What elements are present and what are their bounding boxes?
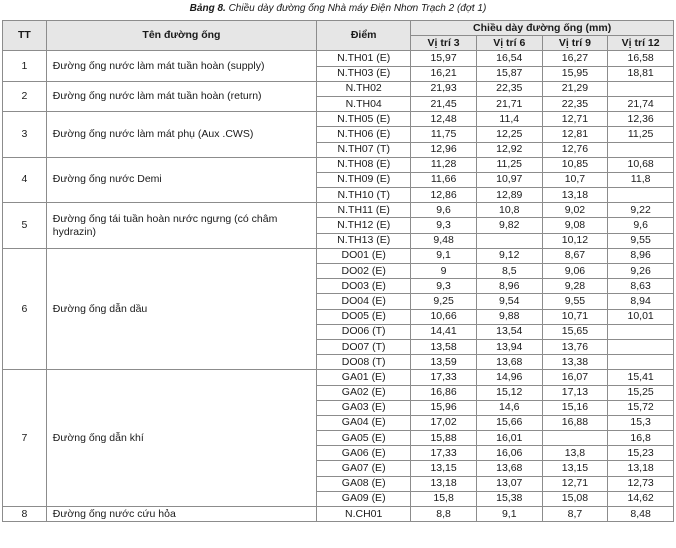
thickness-value: 8,96 bbox=[608, 248, 674, 263]
thickness-value: 17,33 bbox=[411, 370, 477, 385]
thickness-value: 16,88 bbox=[542, 415, 608, 430]
thickness-value: 21,45 bbox=[411, 96, 477, 111]
caption-label: Bảng 8. bbox=[189, 3, 226, 14]
thickness-value: 9,6 bbox=[411, 203, 477, 218]
table-body bbox=[3, 51, 674, 522]
thickness-value: 15,16 bbox=[542, 400, 608, 415]
thickness-value: 13,18 bbox=[542, 188, 608, 203]
thickness-value: 9,88 bbox=[476, 309, 542, 324]
thickness-value bbox=[608, 142, 674, 157]
thickness-value: 10,66 bbox=[411, 309, 477, 324]
thickness-value: 11,4 bbox=[476, 112, 542, 127]
header-point: Điểm bbox=[317, 21, 411, 51]
thickness-value: 9,82 bbox=[476, 218, 542, 233]
thickness-value: 13,68 bbox=[476, 355, 542, 370]
measure-point: N.TH03 (E) bbox=[317, 66, 411, 81]
header-position-6: Vị trí 6 bbox=[476, 36, 542, 51]
measure-point: N.TH09 (E) bbox=[317, 172, 411, 187]
thickness-value: 10,01 bbox=[608, 309, 674, 324]
thickness-value: 16,27 bbox=[542, 51, 608, 66]
thickness-value: 9 bbox=[411, 264, 477, 279]
thickness-value: 12,76 bbox=[542, 142, 608, 157]
thickness-value: 9,22 bbox=[608, 203, 674, 218]
measure-point: N.TH07 (T) bbox=[317, 142, 411, 157]
thickness-value: 16,06 bbox=[476, 446, 542, 461]
table-row bbox=[3, 370, 674, 385]
thickness-value: 13,8 bbox=[542, 446, 608, 461]
thickness-value bbox=[608, 324, 674, 339]
thickness-value: 8,96 bbox=[476, 279, 542, 294]
thickness-value: 9,02 bbox=[542, 203, 608, 218]
thickness-value: 15,08 bbox=[542, 491, 608, 506]
measure-point: GA05 (E) bbox=[317, 431, 411, 446]
thickness-value: 15,41 bbox=[608, 370, 674, 385]
thickness-value: 8,48 bbox=[608, 507, 674, 522]
measure-point: N.TH06 (E) bbox=[317, 127, 411, 142]
thickness-value: 9,1 bbox=[476, 507, 542, 522]
measure-point: N.TH01 (E) bbox=[317, 51, 411, 66]
measure-point: DO05 (E) bbox=[317, 309, 411, 324]
group-number: 1 bbox=[3, 51, 47, 81]
thickness-value: 13,18 bbox=[411, 476, 477, 491]
thickness-value: 13,68 bbox=[476, 461, 542, 476]
pipe-name: Đường ống nước làm mát tuần hoàn (return) bbox=[46, 81, 316, 111]
thickness-value: 17,33 bbox=[411, 446, 477, 461]
thickness-value: 15,38 bbox=[476, 491, 542, 506]
header-tt: TT bbox=[3, 21, 47, 51]
thickness-value: 9,54 bbox=[476, 294, 542, 309]
measure-point: DO02 (E) bbox=[317, 264, 411, 279]
thickness-value bbox=[476, 233, 542, 248]
thickness-value: 10,71 bbox=[542, 309, 608, 324]
thickness-value: 14,41 bbox=[411, 324, 477, 339]
thickness-value: 14,96 bbox=[476, 370, 542, 385]
measure-point: GA09 (E) bbox=[317, 491, 411, 506]
thickness-value: 11,75 bbox=[411, 127, 477, 142]
table-row bbox=[3, 51, 674, 66]
thickness-value: 14,62 bbox=[608, 491, 674, 506]
measure-point: DO07 (T) bbox=[317, 339, 411, 354]
pipe-name: Đường ống nước Demi bbox=[46, 157, 316, 203]
thickness-value: 9,3 bbox=[411, 218, 477, 233]
thickness-value: 12,89 bbox=[476, 188, 542, 203]
thickness-value: 15,96 bbox=[411, 400, 477, 415]
thickness-value: 13,07 bbox=[476, 476, 542, 491]
measure-point: N.TH08 (E) bbox=[317, 157, 411, 172]
thickness-value: 12,86 bbox=[411, 188, 477, 203]
thickness-value: 12,36 bbox=[608, 112, 674, 127]
pipe-name: Đường ống nước làm mát tuần hoàn (supply) bbox=[46, 51, 316, 81]
thickness-value: 9,28 bbox=[542, 279, 608, 294]
thickness-value: 18,81 bbox=[608, 66, 674, 81]
thickness-value: 21,29 bbox=[542, 81, 608, 96]
group-number: 8 bbox=[3, 507, 47, 522]
thickness-value: 13,38 bbox=[542, 355, 608, 370]
thickness-value: 15,3 bbox=[608, 415, 674, 430]
thickness-value: 8,67 bbox=[542, 248, 608, 263]
table-row bbox=[3, 203, 674, 218]
thickness-value: 8,8 bbox=[411, 507, 477, 522]
measure-point: N.TH12 (E) bbox=[317, 218, 411, 233]
thickness-value: 11,66 bbox=[411, 172, 477, 187]
thickness-value: 13,94 bbox=[476, 339, 542, 354]
thickness-value: 12,81 bbox=[542, 127, 608, 142]
measure-point: DO04 (E) bbox=[317, 294, 411, 309]
measure-point: GA08 (E) bbox=[317, 476, 411, 491]
thickness-value: 10,12 bbox=[542, 233, 608, 248]
table-row bbox=[3, 81, 674, 96]
measure-point: N.CH01 bbox=[317, 507, 411, 522]
thickness-value: 21,74 bbox=[608, 96, 674, 111]
thickness-value: 11,8 bbox=[608, 172, 674, 187]
measure-point: N.TH05 (E) bbox=[317, 112, 411, 127]
thickness-value: 8,5 bbox=[476, 264, 542, 279]
thickness-value: 12,71 bbox=[542, 476, 608, 491]
pipe-name: Đường ống dẫn dầu bbox=[46, 248, 316, 370]
thickness-value: 15,65 bbox=[542, 324, 608, 339]
header-pipe-name: Tên đường ống bbox=[46, 21, 316, 51]
thickness-value: 9,55 bbox=[542, 294, 608, 309]
group-number: 6 bbox=[3, 248, 47, 370]
measure-point: N.TH11 (E) bbox=[317, 203, 411, 218]
thickness-value bbox=[608, 188, 674, 203]
caption-text: Chiều dày đường ống Nhà máy Điện Nhơn Trạch 2 (đợt 1) bbox=[228, 3, 487, 14]
thickness-value: 8,7 bbox=[542, 507, 608, 522]
thickness-value: 15,23 bbox=[608, 446, 674, 461]
thickness-value: 10,8 bbox=[476, 203, 542, 218]
thickness-value: 10,68 bbox=[608, 157, 674, 172]
thickness-value: 9,26 bbox=[608, 264, 674, 279]
thickness-value: 16,07 bbox=[542, 370, 608, 385]
measure-point: N.TH13 (E) bbox=[317, 233, 411, 248]
header-position-12: Vị trí 12 bbox=[608, 36, 674, 51]
thickness-value bbox=[608, 81, 674, 96]
thickness-value: 13,18 bbox=[608, 461, 674, 476]
thickness-value: 11,25 bbox=[476, 157, 542, 172]
pipe-name: Đường ống tái tuần hoàn nước ngưng (có châm hydrazin) bbox=[46, 203, 316, 249]
thickness-value: 9,08 bbox=[542, 218, 608, 233]
thickness-value: 9,48 bbox=[411, 233, 477, 248]
table-caption bbox=[0, 2, 676, 16]
thickness-value: 16,54 bbox=[476, 51, 542, 66]
thickness-value: 16,86 bbox=[411, 385, 477, 400]
pipe-thickness-table bbox=[2, 20, 674, 522]
group-number: 3 bbox=[3, 112, 47, 158]
thickness-value: 13,76 bbox=[542, 339, 608, 354]
header-row-1 bbox=[3, 21, 674, 36]
measure-point: N.TH10 (T) bbox=[317, 188, 411, 203]
thickness-value: 21,71 bbox=[476, 96, 542, 111]
measure-point: GA03 (E) bbox=[317, 400, 411, 415]
group-number: 5 bbox=[3, 203, 47, 249]
table-row bbox=[3, 507, 674, 522]
thickness-value: 9,25 bbox=[411, 294, 477, 309]
thickness-value: 15,88 bbox=[411, 431, 477, 446]
thickness-value: 9,55 bbox=[608, 233, 674, 248]
pipe-name: Đường ống nước cứu hỏa bbox=[46, 507, 316, 522]
pipe-name: Đường ống nước làm mát phụ (Aux .CWS) bbox=[46, 112, 316, 158]
thickness-value: 15,25 bbox=[608, 385, 674, 400]
group-number: 4 bbox=[3, 157, 47, 203]
thickness-value: 12,96 bbox=[411, 142, 477, 157]
thickness-value: 13,54 bbox=[476, 324, 542, 339]
thickness-value: 9,3 bbox=[411, 279, 477, 294]
thickness-value: 10,97 bbox=[476, 172, 542, 187]
thickness-value: 16,8 bbox=[608, 431, 674, 446]
thickness-value: 15,12 bbox=[476, 385, 542, 400]
measure-point: DO03 (E) bbox=[317, 279, 411, 294]
thickness-value: 9,06 bbox=[542, 264, 608, 279]
thickness-value: 13,58 bbox=[411, 339, 477, 354]
thickness-value: 11,25 bbox=[608, 127, 674, 142]
measure-point: GA04 (E) bbox=[317, 415, 411, 430]
thickness-value: 8,63 bbox=[608, 279, 674, 294]
thickness-value: 22,35 bbox=[476, 81, 542, 96]
group-number: 7 bbox=[3, 370, 47, 507]
thickness-value: 13,15 bbox=[542, 461, 608, 476]
table-row bbox=[3, 248, 674, 263]
thickness-value: 16,58 bbox=[608, 51, 674, 66]
thickness-value: 15,95 bbox=[542, 66, 608, 81]
measure-point: GA02 (E) bbox=[317, 385, 411, 400]
measure-point: GA01 (E) bbox=[317, 370, 411, 385]
thickness-value: 13,59 bbox=[411, 355, 477, 370]
thickness-value: 16,01 bbox=[476, 431, 542, 446]
thickness-value bbox=[608, 355, 674, 370]
thickness-value: 22,35 bbox=[542, 96, 608, 111]
thickness-value bbox=[542, 431, 608, 446]
header-thickness: Chiều dày đường ống (mm) bbox=[411, 21, 674, 36]
measure-point: DO08 (T) bbox=[317, 355, 411, 370]
thickness-value: 12,92 bbox=[476, 142, 542, 157]
thickness-value: 15,8 bbox=[411, 491, 477, 506]
header-position-9: Vị trí 9 bbox=[542, 36, 608, 51]
thickness-value: 11,28 bbox=[411, 157, 477, 172]
thickness-value: 21,93 bbox=[411, 81, 477, 96]
measure-point: N.TH02 bbox=[317, 81, 411, 96]
thickness-value: 8,94 bbox=[608, 294, 674, 309]
thickness-value: 15,66 bbox=[476, 415, 542, 430]
thickness-value: 9,6 bbox=[608, 218, 674, 233]
thickness-value: 16,21 bbox=[411, 66, 477, 81]
thickness-value: 15,87 bbox=[476, 66, 542, 81]
thickness-value: 17,02 bbox=[411, 415, 477, 430]
measure-point: DO06 (T) bbox=[317, 324, 411, 339]
measure-point: DO01 (E) bbox=[317, 248, 411, 263]
measure-point: N.TH04 bbox=[317, 96, 411, 111]
thickness-value: 17,13 bbox=[542, 385, 608, 400]
thickness-value: 9,12 bbox=[476, 248, 542, 263]
measure-point: GA07 (E) bbox=[317, 461, 411, 476]
thickness-value: 10,85 bbox=[542, 157, 608, 172]
thickness-value: 10,7 bbox=[542, 172, 608, 187]
pipe-name: Đường ống dẫn khí bbox=[46, 370, 316, 507]
measure-point: GA06 (E) bbox=[317, 446, 411, 461]
table-row bbox=[3, 112, 674, 127]
thickness-value: 13,15 bbox=[411, 461, 477, 476]
thickness-value: 9,1 bbox=[411, 248, 477, 263]
thickness-value bbox=[608, 339, 674, 354]
thickness-value: 15,72 bbox=[608, 400, 674, 415]
table-row bbox=[3, 157, 674, 172]
thickness-value: 12,71 bbox=[542, 112, 608, 127]
header-position-3: Vị trí 3 bbox=[411, 36, 477, 51]
thickness-value: 12,73 bbox=[608, 476, 674, 491]
thickness-value: 12,25 bbox=[476, 127, 542, 142]
thickness-value: 12,48 bbox=[411, 112, 477, 127]
group-number: 2 bbox=[3, 81, 47, 111]
thickness-value: 15,97 bbox=[411, 51, 477, 66]
thickness-value: 14,6 bbox=[476, 400, 542, 415]
